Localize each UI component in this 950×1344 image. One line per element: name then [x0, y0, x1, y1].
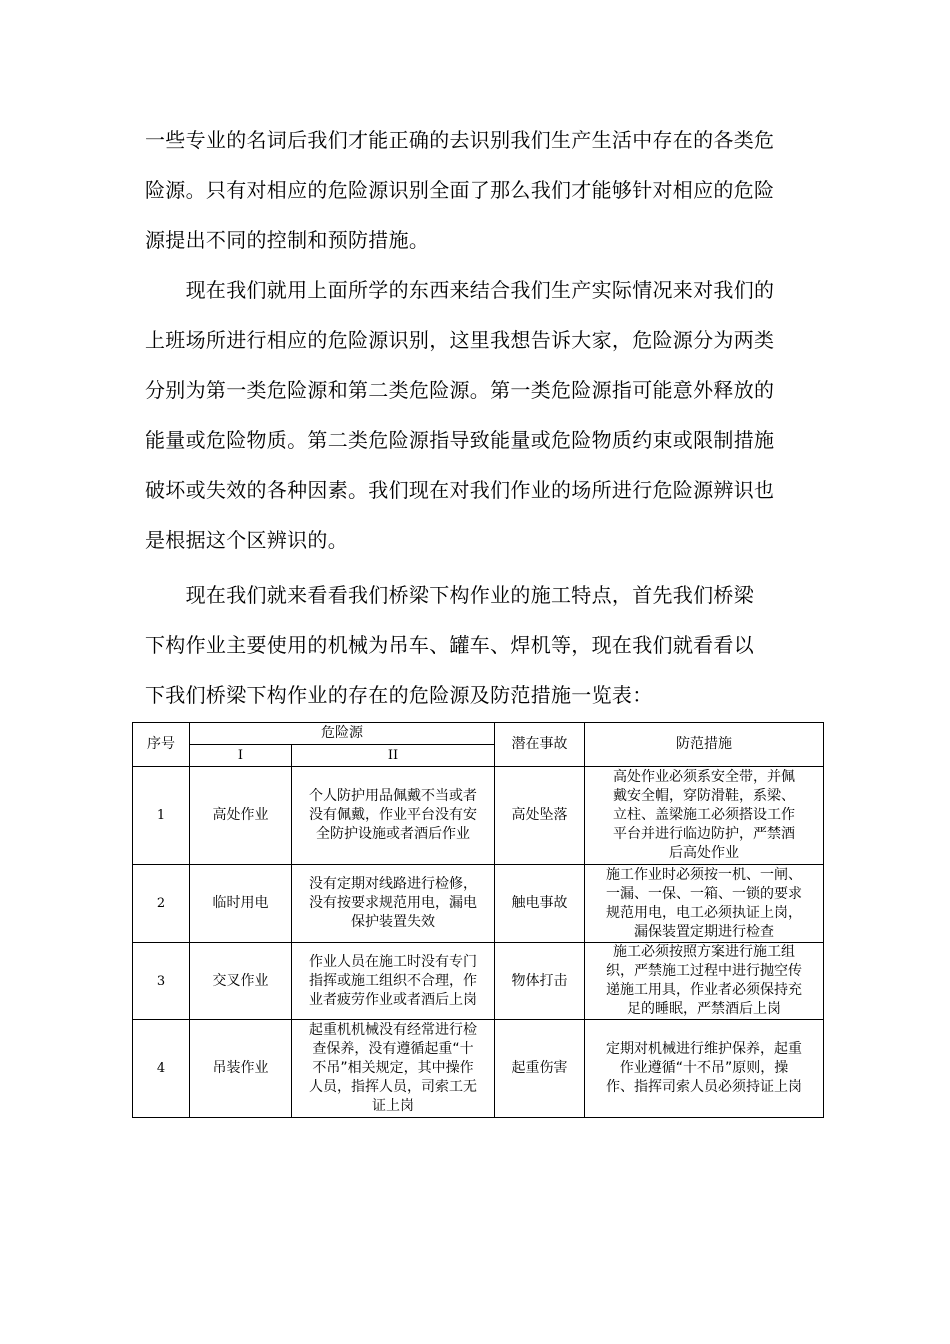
- text-line: 下我们桥梁下构作业的存在的危险源及防范措施一览表：: [145, 683, 653, 707]
- paragraph-hazard-types: [145, 265, 813, 565]
- text-line: 上班场所进行相应的危险源识别，这里我想告诉大家，危险源分为两类: [145, 328, 775, 352]
- cause-line: 起重机机械没有经常进行检: [309, 1022, 477, 1038]
- cause-line: 没有佩戴，作业平台没有安: [309, 807, 477, 823]
- row-cause: [292, 767, 495, 865]
- table-row: [133, 943, 824, 1020]
- table-header-row: [133, 723, 824, 745]
- header-measures: 防范措施: [585, 723, 824, 767]
- text-line: 现在我们就用上面所学的东西来结合我们生产实际情况来对我们的: [145, 278, 775, 302]
- header-sub-ii: II: [292, 745, 495, 767]
- measure-line: 作、指挥司索人员必须持证上岗: [606, 1079, 802, 1095]
- row-work-type: 高处作业: [190, 767, 292, 865]
- row-accident: 触电事故: [495, 865, 585, 943]
- measure-line: 戴安全帽，穿防滑鞋，系梁、: [613, 788, 795, 804]
- measure-line: 漏保装置定期进行检查: [634, 923, 774, 940]
- measure-line: 施工必须按照方案进行施工组: [613, 944, 795, 960]
- row-cause: [292, 865, 495, 943]
- row-index: 3: [133, 943, 190, 1020]
- row-index: 4: [133, 1020, 190, 1118]
- measure-line: 规范用电，电工必须执证上岗，: [606, 904, 802, 921]
- paragraph-intro: [145, 115, 813, 265]
- cause-line: 不吊”相关规定，其中操作: [312, 1060, 474, 1076]
- text-line: 是根据这个区辨识的。: [145, 528, 348, 552]
- row-cause: [292, 1020, 495, 1118]
- cause-line: 没有按要求规范用电，漏电: [309, 895, 477, 911]
- row-measures: [585, 1020, 824, 1118]
- row-work-type: 吊装作业: [190, 1020, 292, 1118]
- measure-line: 平台并进行临边防护，严禁酒: [613, 826, 795, 842]
- cause-line: 证上岗: [372, 1098, 414, 1114]
- row-work-type: 交叉作业: [190, 943, 292, 1020]
- measure-line: 立柱、盖梁施工必须搭设工作: [613, 807, 795, 823]
- measure-line: 作业遵循“十不吊”原则，操: [619, 1060, 789, 1076]
- row-measures: [585, 943, 824, 1020]
- cause-line: 全防护设施或者酒后作业: [316, 826, 470, 842]
- row-accident: 高处坠落: [495, 767, 585, 865]
- cause-line: 查保养，没有遵循起重“十: [312, 1041, 474, 1057]
- measure-line: 递施工用具，作业者必须保持充: [606, 982, 802, 998]
- row-accident: 起重伤害: [495, 1020, 585, 1118]
- cause-line: 个人防护用品佩戴不当或者: [309, 788, 477, 804]
- text-line: 破坏或失效的各种因素。我们现在对我们作业的场所进行危险源辨识也: [145, 478, 775, 502]
- row-work-type: 临时用电: [190, 865, 292, 943]
- hazard-table: [132, 722, 824, 1118]
- cause-line: 人员，指挥人员，司索工无: [309, 1079, 477, 1095]
- table-row: [133, 1020, 824, 1118]
- cause-line: 没有定期对线路进行检修，: [309, 876, 477, 892]
- paragraph-bridge-work: [145, 570, 813, 720]
- row-measures: [585, 767, 824, 865]
- text-line: 现在我们就来看看我们桥梁下构作业的施工特点，首先我们桥梁: [145, 583, 754, 607]
- text-line: 分别为第一类危险源和第二类危险源。第一类危险源指可能意外释放的: [145, 378, 775, 402]
- measure-line: 后高处作业: [669, 845, 739, 861]
- header-sub-i: I: [190, 745, 292, 767]
- measure-line: 足的睡眠，严禁酒后上岗: [627, 1001, 781, 1017]
- measure-line: 织，严禁施工过程中进行抛空传: [606, 963, 802, 979]
- header-index: 序号: [133, 723, 190, 767]
- row-cause: [292, 943, 495, 1020]
- text-line: 一些专业的名词后我们才能正确的去识别我们生产生活中存在的各类危: [145, 128, 775, 152]
- measure-line: 施工作业时必须按一机、一闸、: [606, 866, 802, 883]
- table-row: [133, 767, 824, 865]
- header-hazard-source: 危险源: [190, 723, 495, 745]
- measure-line: 高处作业必须系安全带，并佩: [613, 769, 795, 785]
- table-row: [133, 865, 824, 943]
- cause-line: 指挥或施工组织不合理，作: [309, 972, 477, 989]
- text-line: 险源。只有对相应的危险源识别全面了那么我们才能够针对相应的危险: [145, 178, 775, 202]
- header-potential-accident: 潜在事故: [495, 723, 585, 767]
- text-line: 下构作业主要使用的机械为吊车、罐车、焊机等，现在我们就看看以: [145, 633, 754, 657]
- text-line: 源提出不同的控制和预防措施。: [145, 228, 430, 252]
- cause-line: 业者疲劳作业或者酒后上岗: [309, 991, 477, 1008]
- row-accident: 物体打击: [495, 943, 585, 1020]
- cause-line: 作业人员在施工时没有专门: [309, 953, 477, 970]
- measure-line: 定期对机械进行维护保养，起重: [606, 1041, 802, 1057]
- measure-line: 一漏、一保、一箱、一锁的要求: [606, 885, 802, 902]
- row-index: 1: [133, 767, 190, 865]
- cause-line: 保护装置失效: [351, 914, 435, 930]
- row-index: 2: [133, 865, 190, 943]
- row-measures: [585, 865, 824, 943]
- text-line: 能量或危险物质。第二类危险源指导致能量或危险物质约束或限制措施: [145, 428, 775, 452]
